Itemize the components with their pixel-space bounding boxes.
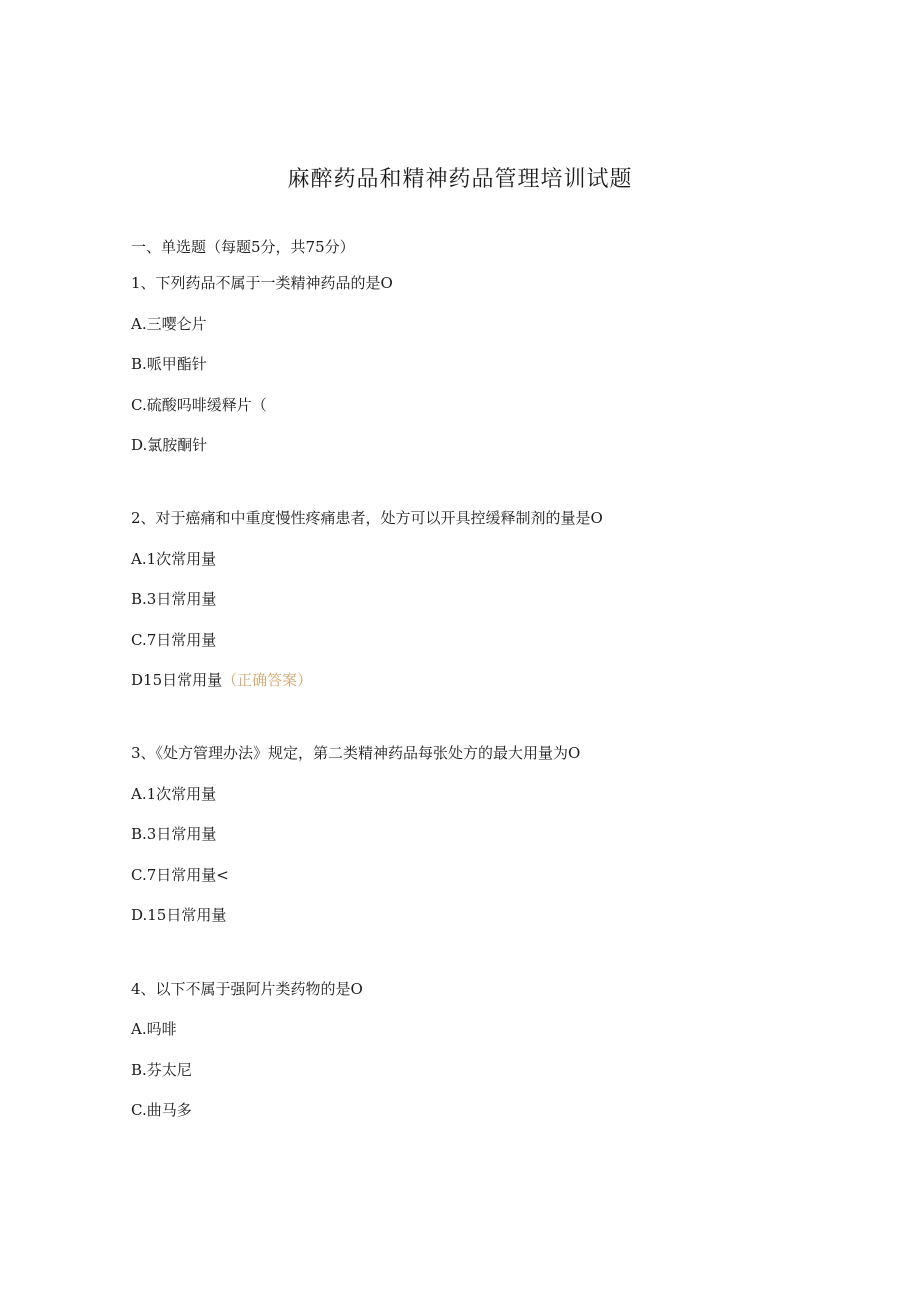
question-1-stem: 1、下列药品不属于一类精神药品的是O	[131, 274, 393, 292]
question-4-option-c: C.曲马多	[131, 1101, 192, 1119]
question-4-option-a: A.吗啡	[131, 1020, 177, 1038]
question-1-option-b: B.哌甲酯针	[131, 355, 207, 373]
question-3-option-c: C.7日常用量<	[131, 866, 229, 884]
question-2-option-d	[131, 669, 312, 691]
question-4-stem: 4、以下不属于强阿片类药物的是O	[131, 980, 363, 998]
question-1-option-d: D.氯胺酮针	[131, 436, 208, 454]
question-3-option-d: D.15日常用量	[131, 906, 227, 924]
question-2-stem: 2、对于癌痛和中重度慢性疼痛患者，处方可以开具控缓释制剂的量是O	[131, 509, 603, 527]
question-2-option-c: C.7日常用量	[131, 631, 217, 649]
question-2-option-a: A.1次常用量	[131, 550, 217, 568]
question-1-option-c: C.硫酸吗啡缓释片（	[131, 396, 267, 414]
question-3-option-b: B.3日常用量	[131, 825, 217, 843]
question-1-option-a: A.三嘤仑片	[131, 315, 207, 333]
section-heading: 一、单选题（每题5分，共75分）	[131, 238, 355, 256]
question-3-stem: 3、《处方管理办法》规定，第二类精神药品每张处方的最大用量为O	[131, 744, 581, 762]
correct-answer-tag: （正确答案）	[222, 671, 313, 689]
question-2-option-b: B.3日常用量	[131, 590, 217, 608]
question-3-option-a: A.1次常用量	[131, 785, 217, 803]
question-2-option-d-text: D15日常用量	[131, 671, 223, 689]
page-title: 麻醉药品和精神药品管理培训试题	[287, 167, 633, 192]
question-4-option-b: B.芬太尼	[131, 1061, 192, 1079]
